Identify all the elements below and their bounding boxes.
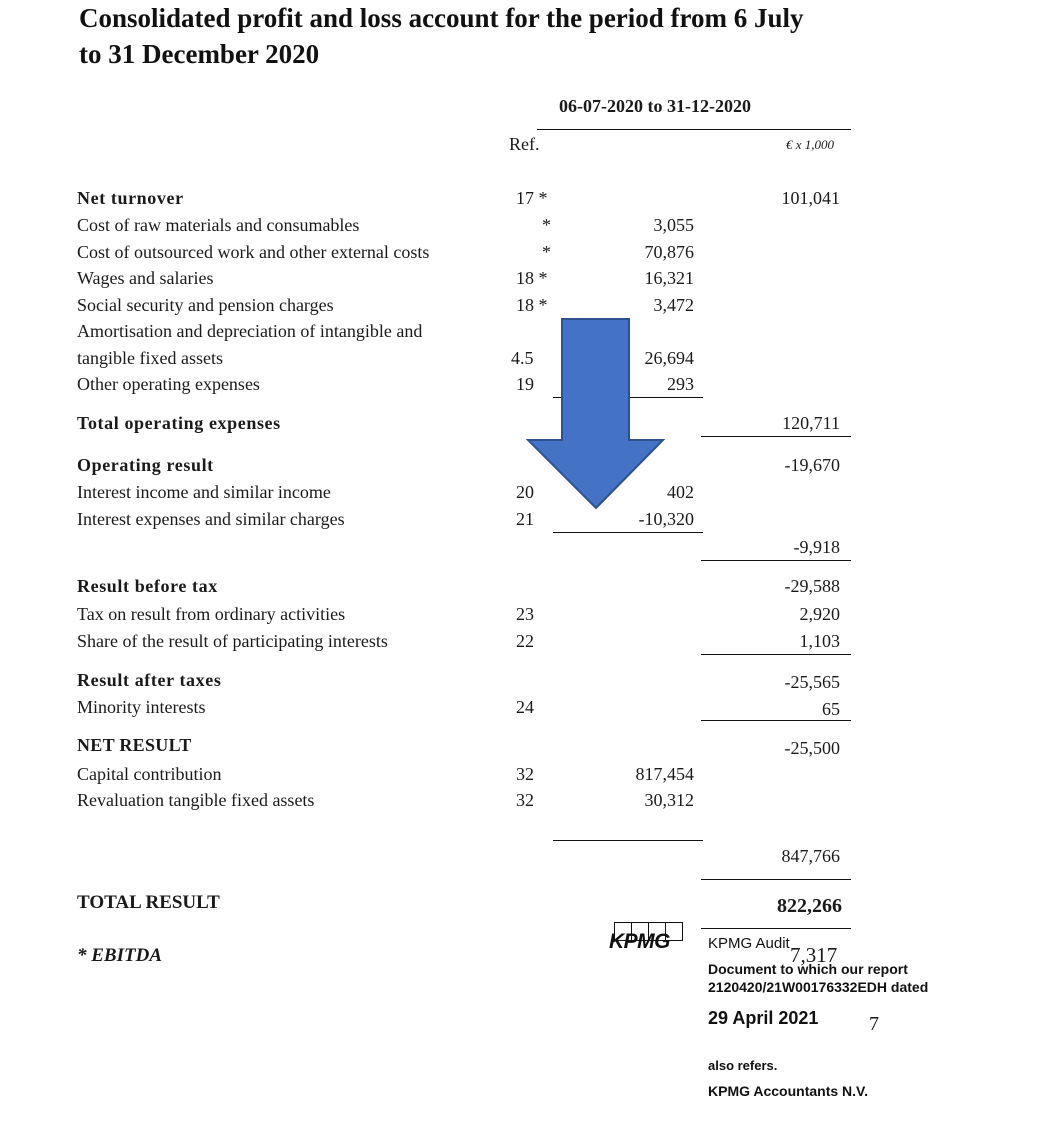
page-title (79, 0, 804, 72)
result-before-tax-label: Result before tax (77, 576, 218, 596)
social-security-ref: 18 * (516, 295, 548, 315)
raw-materials-ref: * (542, 215, 551, 235)
minority-underline (701, 720, 851, 721)
net-result-label: NET RESULT (77, 735, 192, 755)
minority-total: 65 (822, 699, 840, 719)
amortisation-label-line-1: Amortisation and depreciation of intangible and (77, 321, 423, 341)
ebitda-footnote: * EBITDA (77, 945, 162, 966)
wages-ref: 18 * (516, 268, 548, 288)
result-after-taxes-label: Result after taxes (77, 670, 222, 690)
net-result-total: -25,500 (784, 738, 840, 758)
stamp-line-4: also refers. (708, 1058, 778, 1073)
tax-ref: 23 (516, 604, 534, 624)
raw-materials-label: Cost of raw materials and consumables (77, 215, 360, 235)
financial-subtotal-underline (553, 532, 703, 533)
wages-label: Wages and salaries (77, 268, 214, 288)
interest-income-label: Interest income and similar income (77, 482, 331, 502)
participating-label: Share of the result of participating interests (77, 631, 388, 651)
unit-label: € x 1,000 (786, 137, 835, 152)
operating-result-total: -19,670 (784, 455, 840, 475)
overlap-number: 7,317 (790, 943, 838, 967)
other-total-underline (701, 879, 851, 880)
social-security-amount: 3,472 (653, 295, 694, 315)
minority-label: Minority interests (77, 697, 206, 717)
down-arrow-icon (526, 318, 666, 512)
stamp-line-1: KPMG Audit (708, 935, 790, 952)
down-arrow-shape (528, 319, 663, 508)
amortisation-ref: 4.5 (511, 348, 534, 368)
interest-income-ref: 20 (516, 482, 534, 502)
financial-total: -9,918 (793, 537, 840, 557)
capital-contribution-ref: 32 (516, 764, 534, 784)
kpmg-logo: KPMG (609, 930, 670, 953)
total-result-label: TOTAL RESULT (77, 892, 220, 913)
net-turnover-label: Net turnover (77, 188, 184, 208)
amortisation-amount: 26,694 (644, 348, 694, 368)
title-line-1: Consolidated profit and loss account for the period from 6 July (79, 3, 804, 33)
page-number: 7 (869, 1013, 879, 1035)
revaluation-amount: 30,312 (644, 790, 694, 810)
total-result-underline (701, 928, 851, 929)
stamp-line-2: Document to which our report (708, 961, 908, 977)
minority-ref: 24 (516, 697, 534, 717)
wages-amount: 16,321 (644, 268, 694, 288)
interest-expenses-ref: 21 (516, 509, 534, 529)
participating-underline (701, 654, 851, 655)
outsourced-ref: * (542, 242, 551, 262)
total-result-total: 822,266 (777, 895, 842, 917)
net-turnover-ref: 17 * (516, 188, 548, 208)
outsourced-label: Cost of outsourced work and other external costs (77, 242, 430, 262)
tax-total: 2,920 (799, 604, 840, 624)
tax-label: Tax on result from ordinary activities (77, 604, 346, 624)
participating-total: 1,103 (799, 631, 840, 651)
total-opex-total: 120,711 (782, 413, 840, 433)
stamp-date: 29 April 2021 (708, 1008, 819, 1028)
other-comprehensive-total: 847,766 (781, 846, 840, 866)
period-header: 06-07-2020 to 31-12-2020 (559, 96, 751, 116)
other-opex-amount: 293 (667, 374, 694, 394)
other-opex-ref: 19 (516, 374, 534, 394)
capital-contribution-label: Capital contribution (77, 764, 222, 784)
financial-total-underline (701, 560, 851, 561)
interest-expenses-amount: -10,320 (638, 509, 694, 529)
total-opex-underline (701, 436, 851, 437)
result-after-taxes-total: -25,565 (784, 672, 840, 692)
net-turnover-total: 101,041 (781, 188, 840, 208)
total-opex-label: Total operating expenses (77, 413, 281, 433)
raw-materials-amount: 3,055 (653, 215, 694, 235)
ref-column-header: Ref. (509, 134, 540, 154)
other-opex-label: Other operating expenses (77, 374, 260, 394)
revaluation-underline (553, 840, 703, 841)
participating-ref: 22 (516, 631, 534, 651)
revaluation-ref: 32 (516, 790, 534, 810)
revaluation-label: Revaluation tangible fixed assets (77, 790, 315, 810)
interest-expenses-label: Interest expenses and similar charges (77, 509, 345, 529)
interest-income-amount: 402 (667, 482, 694, 502)
period-underline (537, 129, 851, 130)
amortisation-label-line-2: tangible fixed assets (77, 348, 223, 368)
result-before-tax-total: -29,588 (784, 576, 840, 596)
operating-result-label: Operating result (77, 455, 214, 475)
stamp-line-5: KPMG Accountants N.V. (708, 1083, 868, 1099)
social-security-label: Social security and pension charges (77, 295, 334, 315)
outsourced-amount: 70,876 (644, 242, 694, 262)
title-line-2: to 31 December 2020 (79, 39, 320, 69)
stamp-line-3: 2120420/21W00176332EDH dated (708, 979, 929, 995)
capital-contribution-amount: 817,454 (635, 764, 694, 784)
